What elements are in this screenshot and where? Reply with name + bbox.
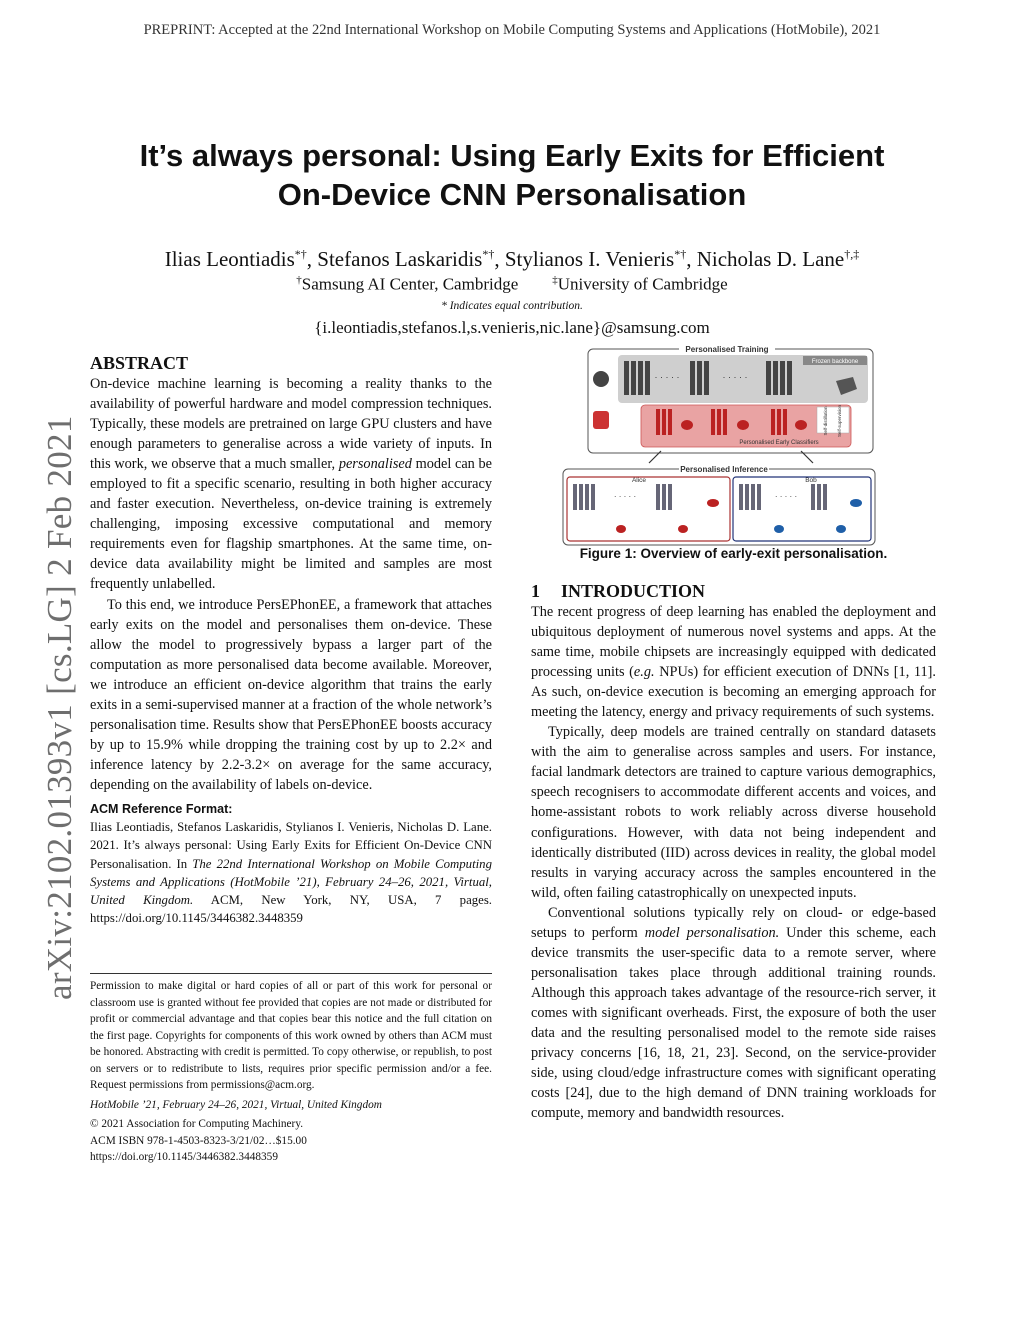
arxiv-identifier: arXiv:2102.01393v1 [cs.LG] 2 Feb 2021 — [40, 415, 79, 1000]
preprint-header: PREPRINT: Accepted at the 22nd International Workshop on Mobile Computing Systems and Applications (HotMobile), 2021 — [143, 22, 881, 38]
conference-line: HotMobile ’21, February 24–26, 2021, Virtual, United Kingdom — [90, 1098, 382, 1111]
intro-paragraph-2: Typically, deep models are trained centrally on standard datasets with the aim to generalise across samples and users. For instance, facial landmark detectors are trained to capture various demographics, speech recognisers to accommodate different accents and voices, and home-assistant robots to work reliably across diverse household configurations. However, with data not being independent and identically distributed (IID) across devices in reality, the global model results in varying accuracy across the samples encountered in the wild, often failing catastrophically on unexpected inputs. — [531, 724, 936, 901]
affiliations — [0, 274, 1024, 295]
backbone-layers — [624, 361, 792, 395]
inference-outline — [563, 469, 875, 545]
abstract-paragraph-2: To this end, we introduce PersEPhonEE, a framework that attaches early exits on the model and personalises them on-device. These allow the model to progressively bypass a larger part of the computation as more personalised data become available. Moreover, we introduce an efficient on-device algorithm that trains the early exits in a semi-supervised manner at a fraction of the whole network’s personalisation time. Results show that PersEPhonEE boosts accuracy by up to 15.9% while dropping the training cost by up to 2.2× and inference latency by 2.2-3.2× on average for the same accuracy, depending on the availability of labels on-device. — [90, 596, 492, 793]
author-marks: †,‡ — [844, 247, 860, 261]
acm-reference: Ilias Leontiadis, Stefanos Laskaridis, Stylianos I. Venieris, Nicholas D. Lane. 2021. It’s always personal: Using Early Exits for Efficient On-Device CNN Personalisation. In The 22nd International Workshop on Mobile Computing Systems and Applications (HotMobile ’21), February 24–26, 2021, Virtual, United Kingdom. ACM, New York, NY, USA, 7 pages. https://doi.org/10.1145/3446382.3448359 — [90, 819, 493, 926]
doi-line: https://doi.org/10.1145/3446382.3448359 — [90, 1151, 278, 1163]
intro-paragraph-1: The recent progress of deep learning has enabled the deployment and ubiquitous deployment of numerous novel systems and apps. At the same time, mobile chipsets are increasingly equipped with dedicated processing units (e.g. NPUs) for efficient execution of DNNs [1, 11]. As such, on-device execution is becoming an emerging approach for meeting the latency, energy and privacy requirements of such systems. — [531, 604, 936, 721]
user-data-icon — [593, 411, 609, 429]
equal-contribution-note: * Indicates equal contribution. — [441, 300, 583, 312]
author-name: Stylianos I. Venieris — [504, 247, 675, 271]
permission-notice — [90, 973, 492, 1166]
paper-title — [0, 136, 1024, 214]
affiliation-cambridge: University of Cambridge — [557, 274, 728, 294]
training-label: Personalised Training — [685, 345, 769, 354]
author-marks: *† — [294, 247, 307, 261]
self-supervision-label: Self-supervision — [837, 404, 842, 438]
frozen-label: Frozen backbone — [811, 359, 859, 365]
author-name: Nicholas D. Lane — [696, 247, 845, 271]
title-line-1: It’s always personal: Using Early Exits for Efficient — [139, 138, 885, 173]
inference-label: Personalised Inference — [680, 465, 768, 474]
bob-ellipsis: · · · · · — [774, 492, 798, 501]
acm-reference-label: ACM Reference Format: — [90, 801, 233, 816]
permission-text: Permission to make digital or hard copies of all or part of this work for personal or classroom use is granted without fee provided that copies are not made or distributed for profit or commercial advantage and that copies bear this notice and the full citation on the first page. Copyrights for components of this work owned by others than ACM must be honored. Abstracting with credit is permitted. To copy otherwise, or republish, to post on servers or to redistribute to lists, requires prior specific permission and/or a fee. Request permissions from permissions@acm.org. — [90, 980, 492, 1091]
author-marks: *† — [674, 247, 687, 261]
layer-ellipsis: · · · · · — [654, 372, 680, 382]
intro-paragraph-3: Conventional solutions typically rely on cloud- or edge-based setups to perform model personalisation. Under this scheme, each device transmits the user-specific data to a remote server, where personalisation takes place through additional training rounds. Although this approach takes advantage of the resource-rich server, it comes with significant overheads. First, the exposure of both the user data and the resulting personalised model to the remote side raises privacy concerns [16, 18, 21, 23]. Second, on the service-provider side, using cloud/edge infrastructure comes with significant operating costs [24], due to the high demand of DNN training workloads for compute, memory and bandwidth resources. — [531, 904, 937, 1122]
isbn-line: ACM ISBN 978-1-4503-8323-3/21/02…$15.00 — [90, 1134, 307, 1147]
figure-1-diagram — [561, 343, 879, 547]
alice-ellipsis: · · · · · — [613, 492, 637, 501]
layer-ellipsis: · · · · · — [722, 372, 748, 382]
alice-exits — [616, 499, 719, 533]
self-distillation-label: Self-distillation — [823, 406, 828, 436]
author-emails: {i.leontiadis,stefanos.l,s.venieris,nic.lane}@samsung.com — [314, 318, 710, 337]
affiliation-samsung: Samsung AI Center, Cambridge — [301, 274, 519, 294]
bob-label: Bob — [805, 477, 817, 484]
title-line-2: On-Device CNN Personalisation — [277, 177, 747, 212]
copyright-line: © 2021 Association for Computing Machinery. — [90, 1118, 304, 1130]
figure-caption: Figure 1: Overview of early-exit personalisation. — [579, 546, 888, 561]
affiliation-mark: ‡ — [552, 274, 558, 286]
abstract-paragraph-1: On-device machine learning is becoming a reality thanks to the availability of powerful hardware and model compression techniques. Typically, these models are pretrained on large GPU clusters and have enough parameters to generalise across a wide variety of inputs. In this work, we observe that a much smaller, personalised model can be employed to fit a specific scenario, resulting in both higher accuracy and faster execution. Nevertheless, on-device training is extremely challenging, imposing excessive computational and memory requirements even for flagship smartphones. At the same time, on-device data availability might be limited and samples are most frequently unlabelled. — [90, 376, 493, 593]
figure-1 — [561, 343, 879, 547]
abstract-heading: ABSTRACT — [90, 353, 189, 373]
affiliation-mark: † — [296, 274, 302, 286]
right-column — [531, 580, 936, 1123]
author-name: Ilias Leontiadis — [164, 247, 295, 271]
author-list: Ilias Leontiadis*†, Stefanos Laskaridis*†, Stylianos I. Venieris*†, Nicholas D. Lane†,‡ — [164, 247, 860, 271]
database-icon — [593, 371, 609, 387]
introduction-heading: 1 INTRODUCTION — [531, 581, 706, 601]
author-name: Stefanos Laskaridis — [317, 247, 483, 271]
classifiers-label: Personalised Early Classifiers — [739, 440, 819, 446]
author-marks: *† — [482, 247, 495, 261]
alice-label: Alice — [631, 477, 647, 484]
left-column — [90, 352, 492, 928]
